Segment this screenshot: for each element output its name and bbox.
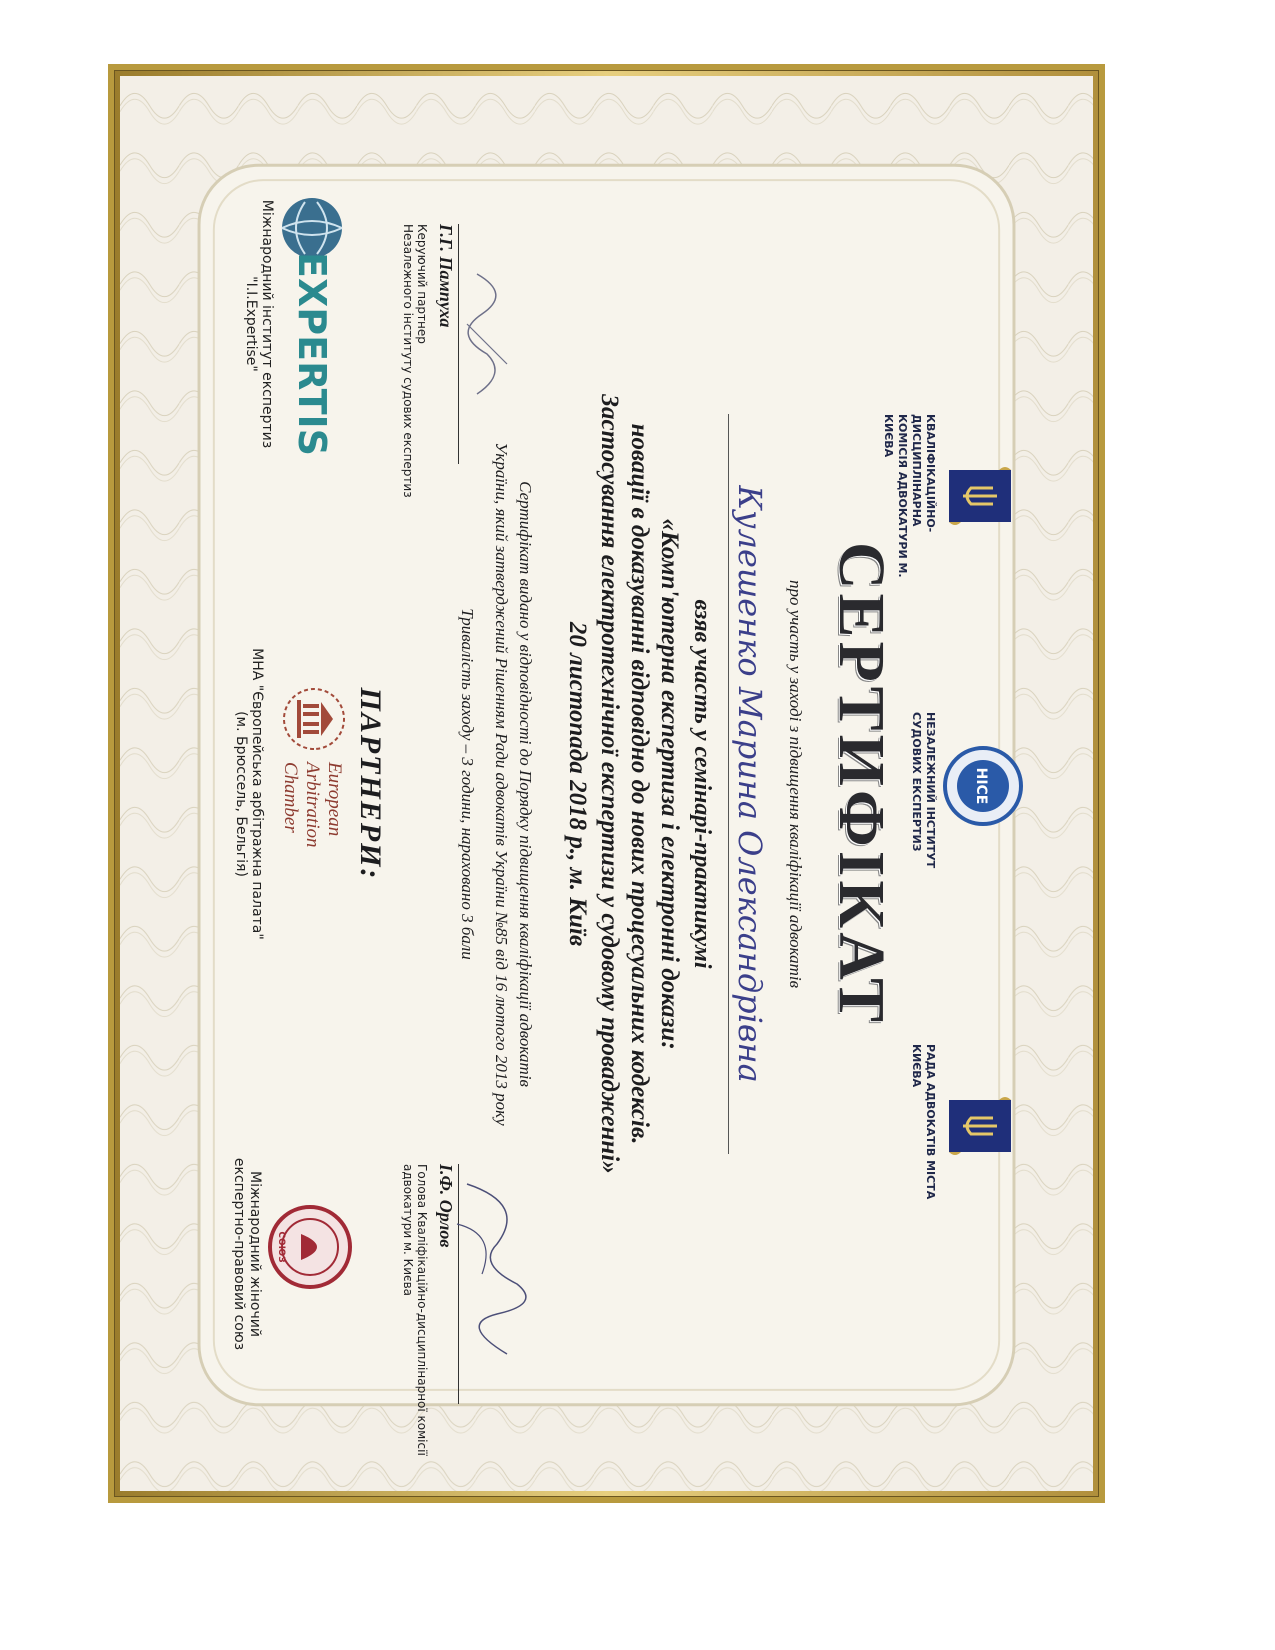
trident-scroll-icon xyxy=(943,464,1017,528)
kdka-emblem xyxy=(939,464,1017,528)
eac-logo-text2: Arbitration xyxy=(301,761,323,848)
left-signature-scribble xyxy=(457,264,517,424)
rotated-content xyxy=(127,84,1087,1484)
eac-logo xyxy=(269,684,349,904)
courthouse-icon xyxy=(279,684,349,754)
nise-name-line2: СУДОВИХ ЕКСПЕРТИЗ xyxy=(909,711,923,851)
took-part-text: взяв участь у семінарі-практикумі xyxy=(688,598,715,969)
svg-text:СОЮЗ: СОЮЗ xyxy=(275,1230,286,1263)
recipient-name: Кулешенко Марина Олександрівна xyxy=(728,414,769,1154)
trident-scroll-icon xyxy=(943,1094,1017,1158)
union-name-line2: експертно-правовий союз xyxy=(230,1157,247,1350)
date-place: 20 листопада 2018 р., м. Київ xyxy=(563,621,591,946)
course-title-line2: новації в доказуванні відповідно до нових процесуальних кодексів. xyxy=(625,423,653,1144)
rada-name xyxy=(909,1044,937,1244)
certificate-title: СЕРТИФІКАТ xyxy=(824,541,898,1026)
nise-emblem xyxy=(937,744,1025,828)
course-title-line3: Застосування електротехнічної експертизи у судовому провадженні» xyxy=(595,393,623,1174)
duration-text: Тривалість заходу – 3 години, нараховано 3 бали xyxy=(457,607,477,960)
partners-heading: ПАРТНЕРИ: xyxy=(353,687,387,880)
gold-frame xyxy=(108,64,1105,1503)
nise-seal-icon xyxy=(941,744,1025,828)
left-signature-block xyxy=(401,224,487,524)
svg-text:EXPERTISE: EXPERTISE xyxy=(289,251,334,454)
eac-logo-text3: Chamber xyxy=(279,761,301,833)
certificate-paper xyxy=(120,76,1093,1491)
eac-name-line1: МНА "Європейська арбітражна палата" xyxy=(248,647,265,940)
left-signatory-title1: Керуючий партнер xyxy=(414,223,429,344)
expertise-logo xyxy=(277,194,347,454)
basis-line1: Сертифікат видано у відповідності до Порядку підвищення кваліфікації адвокатів xyxy=(515,480,535,1087)
right-signatory-title2: адвокатури м. Києва xyxy=(400,1163,415,1296)
basis-line2: України, який затверджений Рішенням Ради адвокатів України №85 від 16 лютого 2013 року xyxy=(491,441,511,1126)
right-signature-block xyxy=(401,1164,487,1464)
right-signature-scribble xyxy=(447,1164,537,1364)
right-signatory-title1: Голова Кваліфікаційно-дисциплінарної комісії xyxy=(414,1163,429,1456)
eac-name-line2: (м. Брюссель, Бельгія) xyxy=(232,710,249,877)
rada-emblem xyxy=(939,1094,1017,1158)
expertise-name-line1: Міжнародний інститут експертиз xyxy=(258,199,275,448)
svg-text:НІСЕ: НІСЕ xyxy=(972,767,989,804)
course-title-line1: «Комп'ютерна експертиза і електронні докази: xyxy=(655,517,683,1050)
expertise-name-line2: "I.I.Expertise" xyxy=(242,275,259,372)
nise-name xyxy=(909,712,937,872)
union-seal-logo xyxy=(263,1204,353,1290)
eac-name xyxy=(233,614,265,974)
rada-name-line1: РАДА АДВОКАТІВ МІСТА КИЄВА xyxy=(909,1043,937,1199)
left-signatory-name: Г.Г. Пампуха xyxy=(435,223,456,327)
globe-icon xyxy=(277,194,347,454)
kdka-name-line1: КВАЛІФІКАЦІЙНО-ДИСЦИПЛІНАРНА xyxy=(909,413,937,532)
left-signatory-title2: Незалежного інституту судових експертиз xyxy=(400,223,415,498)
kdka-name-line2: КОМІСІЯ АДВОКАТУРИ М. КИЄВА xyxy=(881,413,909,578)
union-name-line1: Міжнародний жіночий xyxy=(246,1170,263,1337)
nise-name-line1: НЕЗАЛЕЖНИЙ ІНСТИТУТ xyxy=(923,711,937,868)
union-name xyxy=(231,1144,263,1364)
certificate-subtitle: про участь у заході з підвищення кваліфікації адвокатів xyxy=(785,579,805,988)
eac-logo-text1: European xyxy=(323,761,345,836)
union-seal-icon xyxy=(267,1204,353,1290)
expertise-name xyxy=(243,164,275,484)
right-signatory-name: І.Ф. Орлов xyxy=(435,1163,456,1247)
